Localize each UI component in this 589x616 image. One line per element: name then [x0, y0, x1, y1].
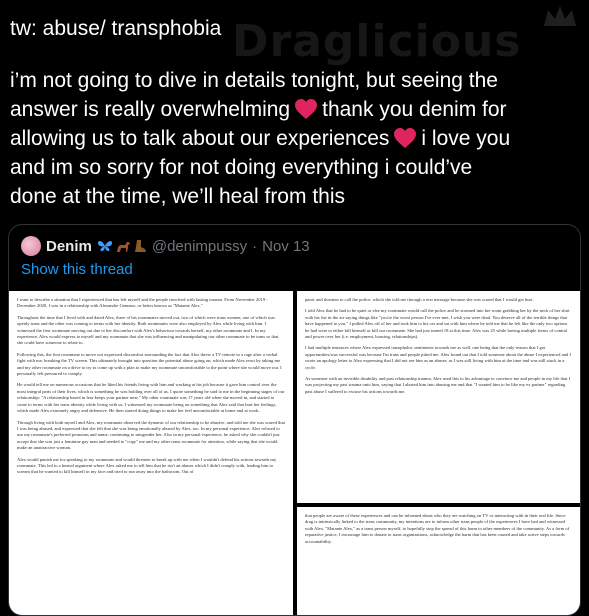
doc-paragraph: panic and threaten to call the police, which she told me through a text message because she was scared that I would get hurt.: [305, 297, 534, 302]
heart-icon: [294, 98, 318, 120]
author-name[interactable]: Denim: [46, 237, 92, 255]
avatar[interactable]: [21, 236, 41, 256]
watermark: Draglicious: [232, 16, 522, 67]
tweet-line-3: [10, 95, 585, 124]
doc-paragraph: Following this, the first roommate to move out expressed discomfort surrounding the fact that Alex threw a TV remote in a rage after a verbal fight with me, breaking the TV screen. This ultimately brought into question the potential abuse going on, which made Alex react by taking me and my other roommate on a drive to try to come up with a plan to make my roommate uncomfortable to the point where she would move out. I personally felt pressured to comply.: [17, 351, 282, 377]
tweet-text: [10, 14, 585, 211]
butterfly-icon: [97, 239, 113, 253]
doc-paragraph: Alex would punish me for speaking to my roommate and would threaten to break up with me when I wouldn't defend his actions towards my roommate. This led to a heated argument where Alex asked me to tell him that he isn't an abuser which I didn't comply with, leading him to scream that he wanted to kill himself in my face and tried to run away into the bathroom. Out of: [17, 456, 277, 475]
document-image-1[interactable]: [9, 291, 293, 616]
show-thread-link[interactable]: Show this thread: [21, 261, 133, 278]
tweet-line-1: tw: abuse/ transphobia: [10, 17, 222, 40]
tweet-line-3-text-a: answer is really overwhelming: [10, 98, 291, 121]
boot-icon: [133, 239, 147, 253]
doc-paragraph: I want to describe a situation that I experienced that has left myself and the people involved with lasting trauma. From November 2019 - December 2020, I was in a relationship with Alexandre Gennaro, or better known as "Matante Alex.": [17, 297, 268, 309]
doc-paragraph: that people are aware of these experiences and can be informed about who they are watching on TV or interacting with in their real life. Since drag is intrinsically linked to the trans community, my intentions are to inform other trans people of the experiences I have had and witnessed with Alex, "Matante Alex," as a trans person myself, to hopefully stop the spread of this harm to other members of the community. As a form of reparative justice, I encourage him to donate to trans organizations, acknowledge the harm that has been caused and take active steps towards accountability.: [305, 513, 570, 544]
tweet-line-3-text-b: thank you denim for: [322, 98, 507, 121]
tweet-line-gap: [10, 43, 585, 66]
tweet-line-4-text-b: i love you: [421, 127, 511, 150]
quoted-tweet-header: [21, 235, 310, 257]
doc-paragraph: I had multiple instances where Alex expressed transphobic sentiments towards me as well, one being that the only reason that I got opportunities/was successful was because I'm trans and people pitied me. Alex found out that I told someone about the abuse I experienced and I wrote an apology letter to Alex expressing that I did not see him as an abuser, as I was still living with him at the time and was still stuck in a cycle.: [305, 345, 571, 370]
doc-paragraph: As someone with an invisible disability and past relationship trauma, Alex used this to his advantage to convince me and people in my life that I was projecting my past trauma onto him, saying that I abused him into abusing me and that "I wanted him to be like my ex partner" regarding past abuse I suffered to excuse his actions towards me.: [305, 376, 571, 394]
attached-images[interactable]: [9, 291, 580, 616]
separator-dot: ·: [252, 237, 258, 255]
tweet-line-5: and im so sorry for not doing everything i could’ve: [10, 156, 473, 179]
tweet-line-4: [10, 124, 585, 153]
tweet-date[interactable]: Nov 13: [262, 237, 310, 255]
doc-paragraph: Through living with both myself and Alex, my roommate observed the dynamic of our relationship to be abusive, and told me she was scared that I was being abused, and expressed that she felt that she was being emotionally abused by Alex, too. In my personal experience, Alex refused to use my roommate's preferred pronouns and name, continuing to misgender her. Also in my personal experience, he asked why she couldn't just accept that she was just a feminine gay man and needed to "copy" me and my other trans roommate for attention, while saying that she would make an unattractive woman.: [17, 419, 285, 451]
tweet-line-2: i’m not going to dive in details tonight, but seeing the: [10, 69, 498, 92]
document-image-2[interactable]: [297, 291, 580, 503]
tweet-line-4-text-a: allowing us to talk about our experiences: [10, 127, 390, 150]
quoted-tweet[interactable]: [8, 224, 581, 616]
doc-paragraph: He would tell me on numerous occasions that he liked his friends living with him and working at his job because it gave him control over the most integral parts of their lives, which is something he was holding over all of us. I quote something he said to me in the beginning stages of our relationship: "A relationship based in fear keeps your partner near." My other roommate was 17 years old when she moved in, and started to come to terms with her trans identity while living with us. I witnessed my roommate being on something that Alex said that hurt her feelings, which made Alex extremely angry and defensive. He then started doing things to make her feel uncomfortable at home and at work.: [17, 382, 285, 414]
name-emoji: [97, 239, 147, 253]
doc-paragraph: I told Alex that he had to be quiet or else my roommate would call the police and he stormed into her room grabbing her by the neck of her shirt with his fist in the air saying things like "you're the worst person I've ever met, I wish you were dead. You deserve all of the terrible things that have happened to you." I pulled Alex off of her and took him to his car and sat with him where he told me that he felt like the only two options he had were to either kill himself or kill our roommate. She had just turned 18 at this time. Alex was 25 while having multiple forms of control and power over her (i.e. employment, housing, relationships).: [305, 308, 570, 340]
tweet-line-6: done at the time, we’ll heal from this: [10, 185, 345, 208]
author-handle[interactable]: @denimpussy: [151, 237, 248, 255]
doc-paragraph: Throughout the time that I lived with and dated Alex, three of his roommates moved out, two of which were trans women, one of which was openly trans and the other was coming to terms with her identity. Both roommates were also employed by Alex while living with him. I witnessed the first roommate moving out due to her discomfort with Alex's behaviour towards herself, my other roommate and I. In my experience, Alex would express to myself and my roommate that she was influencing and manipulating our other roommate to be trans so that she could have someone to relate to.: [17, 314, 279, 346]
heart-icon: [393, 127, 417, 149]
horse-icon: [115, 239, 131, 253]
